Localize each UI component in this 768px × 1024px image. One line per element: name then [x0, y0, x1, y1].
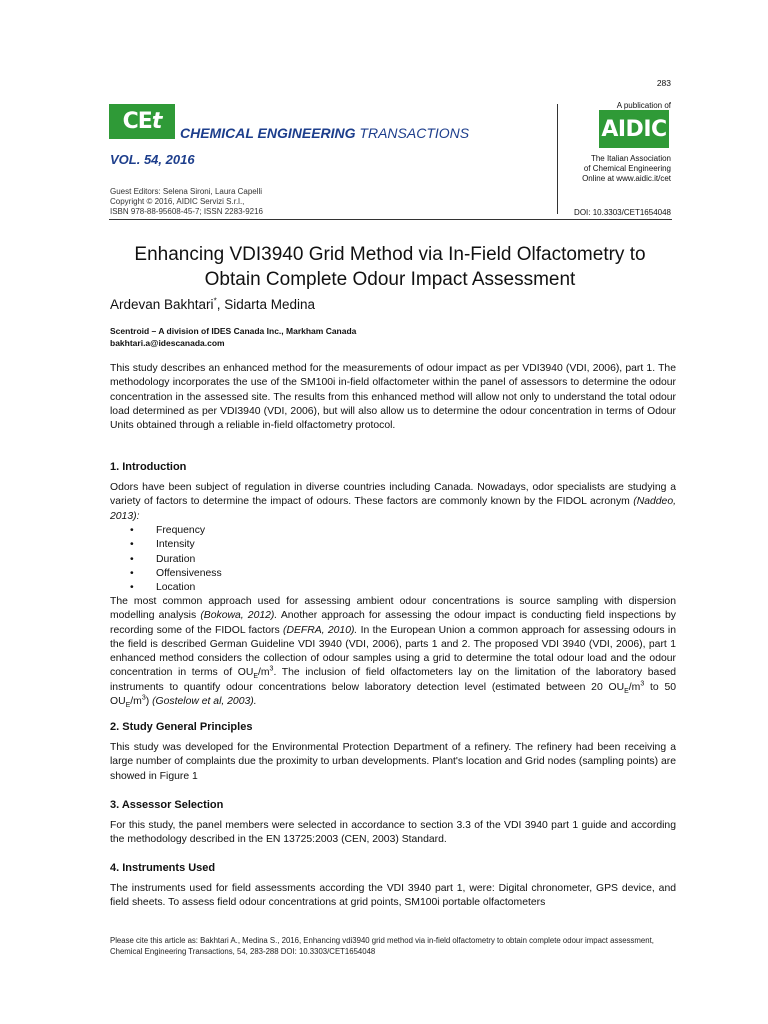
isbn: ISBN 978-88-95608-45-7; ISSN 2283-9216	[110, 207, 263, 216]
fidol-list	[130, 524, 222, 595]
intro-paragraph-2: The most common approach used for assessing ambient odour concentrations is source sampling with dispersion modelling analysis (Bokowa, 2012). Another approach for assessing the odour impact is conducting field inspections by recording some of the FIDOL factors (DEFRA, 2010). In the European Union a common approach for assessing odours in the field is described German Guideline VDI 3940 (VDI, 2006), parts 1 and 2. The proposed VDI 3940 (VDI, 2006), part 1 enhanced method considers the collection of odour samples using a grid to determine the total odour load and the odour concentration in terms of $OU_E/m^3$. The inclusion of field olfactometers lay on the limitation of the laboratory based instruments to quantify odour concentrations below laboratory detection level (estimated between 20 $OU_E/m^3$ to 50 $OU_E/m^3$) (Gostelow et al, 2003).	[110, 596, 677, 710]
section-heading-introduction: 1. Introduction	[110, 461, 187, 473]
journal-url[interactable]: Online at www.aidic.it/cet	[582, 174, 671, 183]
citation-footer: Please cite this article as: Bakhtari A., Medina S., 2016, Enhancing vdi3940 grid method via in-field olfactometry to obtain complete odour impact assessment, Chemical Engineering Transactions, 54, 283-288 DOI: 10.3303/CET1654048	[110, 936, 654, 956]
copyright: Copyright © 2016, AIDIC Servizi S.r.l.,	[110, 197, 245, 206]
cet-logo	[109, 104, 175, 139]
page-number: 283	[656, 78, 671, 88]
abstract: This study describes an enhanced method for the measurements of odour impact as per VDI3940 (VDI, 2006), part 1. The methodology incorporates the use of the SM100i in-field olfactometer within the panel of assessors to determine the odour concentration in the assessed site. The results from this enhanced method will allow not only to understand the total odour load determined as per VDI3940 (VDI, 2006), but will also allow us to determine the odour concentration in terms of Odour Units obtained through a reliable in-field olfactometry protocol.	[110, 363, 676, 432]
association-info: The Italian Association of Chemical Engineering Online at www.aidic.it/cet	[582, 154, 671, 183]
cet-logo-text: CE	[122, 109, 152, 134]
guest-editors: Guest Editors: Selena Sironi, Laura Capelli	[110, 187, 263, 196]
intro-paragraph-1: Odors have been subject of regulation in diverse countries including Canada. Nowadays, odor specialists are studying a variety of factors to determine the impact of odours. These factors are commonly known by the FIDOL acronym (Naddeo, 2013):	[110, 482, 676, 522]
affiliation-block	[110, 325, 356, 349]
list-item: • Location	[130, 581, 222, 595]
aidic-logo: AIDIC	[599, 110, 669, 148]
section-heading-study-principles: 2. Study General Principles	[110, 721, 253, 733]
volume: VOL. 54, 2016	[110, 152, 195, 167]
publication-of: A publication of	[616, 101, 671, 110]
list-item: • Intensity	[130, 538, 222, 552]
doi[interactable]: DOI: 10.3303/CET1654048	[574, 208, 671, 217]
journal-name: CHEMICAL ENGINEERING TRANSACTIONS	[180, 125, 470, 141]
paper-title: Enhancing VDI3940 Grid Method via In-Field Olfactometry to Obtain Complete Odour Impact Assessment	[134, 244, 646, 290]
list-item: • Offensiveness	[130, 567, 222, 581]
editorial-info	[110, 187, 263, 217]
email[interactable]: bakhtari.a@idescanada.com	[110, 338, 225, 348]
header-rule	[109, 219, 672, 220]
assessor-selection-paragraph: For this study, the panel members were selected in accordance to section 3.3 of the VDI 3940 part 1 guide and according the methodology described in the EN 13725:2003 (CEN, 2003) Standard.	[110, 820, 676, 846]
cet-logo-t: t	[151, 109, 162, 134]
section-heading-instruments: 4. Instruments Used	[110, 862, 216, 874]
instruments-paragraph: The instruments used for field assessments according the VDI 3940 part 1, were: Digital chronometer, GPS device, and field sheets. To assess field odour concentrations at grid points, SM100i portable olfactometers	[110, 883, 676, 909]
section-heading-assessor-selection: 3. Assessor Selection	[110, 799, 224, 811]
study-principles-paragraph: This study was developed for the Environmental Protection Department of a refinery. The refinery had been receiving a large number of complaints due the proximity to urban developments. Plant's location and Grid nodes (sampling points) are showed in Figure 1	[110, 742, 676, 782]
authors: Ardevan Bakhtari*, Sidarta Medina	[110, 296, 315, 312]
header-divider	[557, 104, 558, 214]
list-item: • Frequency	[130, 524, 222, 538]
affiliation: Scentroid – A division of IDES Canada Inc., Markham Canada	[110, 326, 357, 336]
list-item: • Duration	[130, 553, 222, 567]
